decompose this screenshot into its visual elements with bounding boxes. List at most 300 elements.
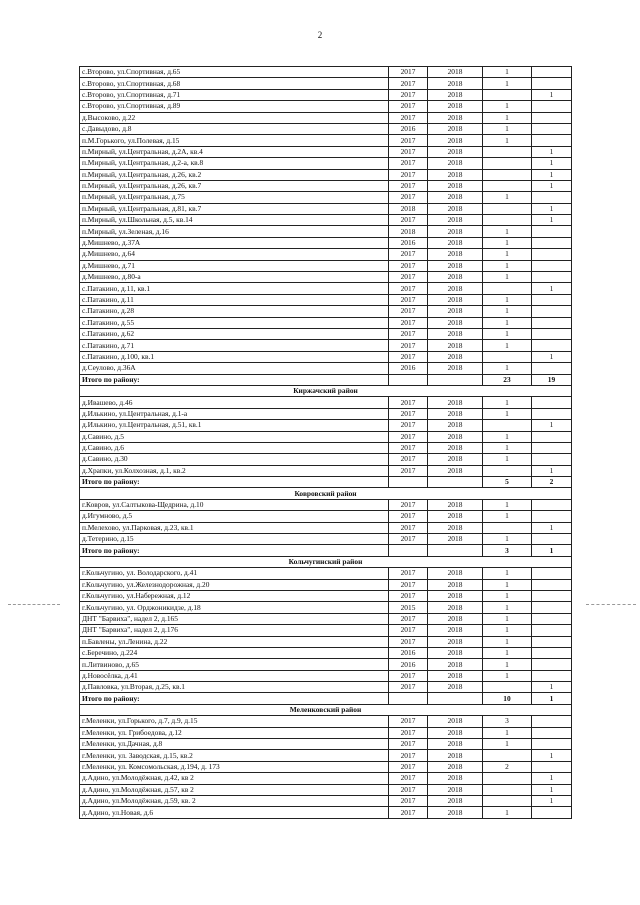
count-a-cell: 1 (483, 237, 532, 248)
table-row (80, 431, 572, 442)
address-cell: д.Адино, ул.Новая, д.6 (80, 807, 389, 818)
count-a-cell: 3 (483, 716, 532, 727)
address-cell: д.Илькино, ул.Центральная, д.51, кв.1 (80, 420, 389, 431)
table-row (80, 568, 572, 579)
year-from-cell: 2017 (389, 761, 428, 772)
year-from-cell: 2017 (389, 534, 428, 545)
count-a-cell: 1 (483, 659, 532, 670)
count-b-cell (532, 249, 572, 260)
year-to-cell: 2018 (428, 67, 483, 78)
address-cell: п.Мирный, ул.Центральная, д.75 (80, 192, 389, 203)
district-name: Меленковский район (80, 704, 572, 715)
count-a-cell (483, 180, 532, 191)
table-row (80, 727, 572, 738)
year-to-cell: 2018 (428, 215, 483, 226)
table-row (80, 682, 572, 693)
count-a-cell: 1 (483, 340, 532, 351)
address-cell: д.Савино, д.30 (80, 454, 389, 465)
year-to-cell: 2018 (428, 442, 483, 453)
count-a-cell (483, 420, 532, 431)
table-row (80, 659, 572, 670)
year-to-cell: 2018 (428, 625, 483, 636)
table-row (80, 773, 572, 784)
year-to-cell: 2018 (428, 397, 483, 408)
address-cell: д.Мишнево, д.37А (80, 237, 389, 248)
count-b-cell (532, 807, 572, 818)
year-to-cell: 2018 (428, 135, 483, 146)
year-to-cell: 2018 (428, 180, 483, 191)
count-a-cell: 1 (483, 454, 532, 465)
count-a-cell (483, 146, 532, 157)
address-cell: с.Патакино, д.11, кв.1 (80, 283, 389, 294)
year-to-cell: 2018 (428, 613, 483, 624)
address-cell: п.М.Горького, ул.Полевая, д.15 (80, 135, 389, 146)
year-to-cell: 2018 (428, 351, 483, 362)
total-count-b: 2 (532, 477, 572, 488)
count-a-cell: 1 (483, 499, 532, 510)
year-from-cell: 2017 (389, 192, 428, 203)
year-to-cell: 2018 (428, 773, 483, 784)
year-from-cell: 2017 (389, 750, 428, 761)
address-cell: п.Мирный, ул.Центральная, д.26, кв.7 (80, 180, 389, 191)
table-row (80, 340, 572, 351)
table-row (80, 522, 572, 533)
table-row (80, 89, 572, 100)
total-label: Итого по району: (80, 693, 389, 704)
count-b-cell (532, 317, 572, 328)
year-to-cell: 2018 (428, 534, 483, 545)
year-to-cell: 2018 (428, 328, 483, 339)
count-a-cell: 2 (483, 761, 532, 772)
count-a-cell: 1 (483, 328, 532, 339)
table-row (80, 306, 572, 317)
empty-cell (428, 374, 483, 385)
table-row (80, 146, 572, 157)
address-cell: с.Беречино, д.224 (80, 647, 389, 658)
total-count-a: 10 (483, 693, 532, 704)
address-cell: г.Кольчугино, ул.Железнодорожная, д.20 (80, 579, 389, 590)
total-count-a: 5 (483, 477, 532, 488)
count-b-cell (532, 716, 572, 727)
count-b-cell (532, 101, 572, 112)
address-cell: г.Меленки, ул. Грибоедова, д.12 (80, 727, 389, 738)
year-to-cell: 2018 (428, 590, 483, 601)
year-from-cell: 2017 (389, 568, 428, 579)
table-row (80, 283, 572, 294)
count-b-cell (532, 328, 572, 339)
district-header-row (80, 556, 572, 567)
count-a-cell (483, 784, 532, 795)
district-total-row (80, 477, 572, 488)
count-b-cell (532, 670, 572, 681)
year-to-cell: 2018 (428, 636, 483, 647)
table-row (80, 158, 572, 169)
empty-cell (428, 545, 483, 556)
year-from-cell: 2016 (389, 363, 428, 374)
count-b-cell (532, 135, 572, 146)
table-row (80, 807, 572, 818)
empty-cell (389, 693, 428, 704)
table-row (80, 78, 572, 89)
address-cell: с.Патакино, д.71 (80, 340, 389, 351)
year-from-cell: 2016 (389, 123, 428, 134)
total-label: Итого по району: (80, 545, 389, 556)
table-row (80, 123, 572, 134)
table-row (80, 761, 572, 772)
count-a-cell: 1 (483, 260, 532, 271)
address-cell: г.Кольчугино, ул. Володарского, д.41 (80, 568, 389, 579)
year-to-cell: 2018 (428, 602, 483, 613)
year-to-cell: 2018 (428, 579, 483, 590)
table-row (80, 272, 572, 283)
year-from-cell: 2017 (389, 135, 428, 146)
address-cell: п.Мелехово, ул.Парковая, д.23, кв.1 (80, 522, 389, 533)
year-to-cell: 2018 (428, 499, 483, 510)
address-cell: с.Второво, ул.Спортивная, д.65 (80, 67, 389, 78)
table-row (80, 203, 572, 214)
empty-cell (428, 477, 483, 488)
year-to-cell: 2018 (428, 465, 483, 476)
year-from-cell: 2017 (389, 158, 428, 169)
count-b-cell (532, 727, 572, 738)
table-row (80, 784, 572, 795)
district-header-row (80, 385, 572, 396)
address-cell: г.Меленки, ул.Горького, д.7, д.9, д.15 (80, 716, 389, 727)
count-a-cell (483, 169, 532, 180)
year-to-cell: 2018 (428, 420, 483, 431)
district-name: Кольчугинский район (80, 556, 572, 567)
address-cell: ДНТ "Барвиха", надел 2, д.165 (80, 613, 389, 624)
table-row (80, 670, 572, 681)
count-a-cell: 1 (483, 249, 532, 260)
table-row (80, 397, 572, 408)
count-a-cell: 1 (483, 431, 532, 442)
year-from-cell: 2017 (389, 89, 428, 100)
count-b-cell (532, 761, 572, 772)
year-to-cell: 2018 (428, 112, 483, 123)
district-header-row (80, 704, 572, 715)
table-row (80, 112, 572, 123)
year-to-cell: 2018 (428, 716, 483, 727)
address-cell: п.Мирный, ул.Центральная, д.81, кв.7 (80, 203, 389, 214)
year-from-cell: 2017 (389, 112, 428, 123)
table-row (80, 260, 572, 271)
year-to-cell: 2018 (428, 454, 483, 465)
year-from-cell: 2017 (389, 807, 428, 818)
table-row (80, 511, 572, 522)
count-b-cell (532, 397, 572, 408)
count-a-cell: 1 (483, 78, 532, 89)
year-to-cell: 2018 (428, 522, 483, 533)
address-cell: п.Мирный, ул.Центральная, д.2-а, кв.8 (80, 158, 389, 169)
year-from-cell: 2017 (389, 784, 428, 795)
table-row (80, 613, 572, 624)
count-b-cell (532, 340, 572, 351)
year-from-cell: 2017 (389, 454, 428, 465)
address-cell: п.Литвиново, д.65 (80, 659, 389, 670)
count-b-cell (532, 636, 572, 647)
year-from-cell: 2017 (389, 272, 428, 283)
year-to-cell: 2018 (428, 408, 483, 419)
count-b-cell (532, 647, 572, 658)
year-to-cell: 2018 (428, 306, 483, 317)
year-to-cell: 2018 (428, 169, 483, 180)
year-to-cell: 2018 (428, 568, 483, 579)
address-cell: д.Храпки, ул.Колхозная, д.1, кв.2 (80, 465, 389, 476)
table-row (80, 750, 572, 761)
address-cell: д.Адино, ул.Молодёжная, д.59, кв. 2 (80, 796, 389, 807)
count-b-cell: 1 (532, 180, 572, 191)
count-b-cell (532, 499, 572, 510)
year-to-cell: 2018 (428, 294, 483, 305)
count-a-cell: 1 (483, 590, 532, 601)
count-b-cell (532, 431, 572, 442)
count-b-cell (532, 237, 572, 248)
address-cell: д.Новосёлка, д.41 (80, 670, 389, 681)
count-a-cell: 1 (483, 123, 532, 134)
count-a-cell: 1 (483, 135, 532, 146)
count-b-cell (532, 192, 572, 203)
count-b-cell (532, 272, 572, 283)
year-to-cell: 2018 (428, 89, 483, 100)
district-total-row (80, 374, 572, 385)
year-from-cell: 2017 (389, 670, 428, 681)
year-to-cell: 2018 (428, 761, 483, 772)
year-from-cell: 2017 (389, 101, 428, 112)
count-b-cell (532, 363, 572, 374)
count-a-cell (483, 465, 532, 476)
count-a-cell (483, 158, 532, 169)
year-from-cell: 2015 (389, 602, 428, 613)
table-row (80, 625, 572, 636)
year-to-cell: 2018 (428, 272, 483, 283)
table-row (80, 328, 572, 339)
count-a-cell (483, 796, 532, 807)
count-b-cell (532, 67, 572, 78)
district-header-row (80, 488, 572, 499)
year-to-cell: 2018 (428, 146, 483, 157)
count-a-cell: 1 (483, 272, 532, 283)
count-b-cell (532, 602, 572, 613)
address-cell: д.Высоково, д.22 (80, 112, 389, 123)
year-to-cell: 2018 (428, 363, 483, 374)
year-from-cell: 2017 (389, 294, 428, 305)
address-cell: г.Меленки, ул. Заводская, д.15, кв.2 (80, 750, 389, 761)
year-from-cell: 2017 (389, 78, 428, 89)
count-a-cell (483, 773, 532, 784)
address-cell: с.Патакино, д.100, кв.1 (80, 351, 389, 362)
address-cell: п.Мирный, ул.Центральная, д.26, кв.2 (80, 169, 389, 180)
empty-cell (389, 545, 428, 556)
count-a-cell: 1 (483, 101, 532, 112)
total-count-b: 19 (532, 374, 572, 385)
year-from-cell: 2017 (389, 716, 428, 727)
housing-register-table (79, 66, 572, 819)
year-to-cell: 2018 (428, 796, 483, 807)
count-b-cell (532, 306, 572, 317)
table-row (80, 363, 572, 374)
year-to-cell: 2018 (428, 192, 483, 203)
count-a-cell: 1 (483, 534, 532, 545)
year-from-cell: 2017 (389, 682, 428, 693)
year-to-cell: 2018 (428, 283, 483, 294)
count-a-cell: 1 (483, 408, 532, 419)
address-cell: д.Адино, ул.Молодёжная, д.42, кв 2 (80, 773, 389, 784)
table-row (80, 101, 572, 112)
year-to-cell: 2018 (428, 340, 483, 351)
table-row (80, 647, 572, 658)
year-from-cell: 2017 (389, 260, 428, 271)
year-from-cell: 2017 (389, 727, 428, 738)
table-row (80, 180, 572, 191)
table-row (80, 636, 572, 647)
count-b-cell: 1 (532, 420, 572, 431)
count-a-cell: 1 (483, 739, 532, 750)
year-to-cell: 2018 (428, 807, 483, 818)
year-from-cell: 2017 (389, 67, 428, 78)
table-body (80, 67, 572, 819)
year-from-cell: 2017 (389, 317, 428, 328)
table-row (80, 408, 572, 419)
table-row (80, 602, 572, 613)
table-row (80, 420, 572, 431)
count-b-cell (532, 294, 572, 305)
year-from-cell: 2017 (389, 397, 428, 408)
address-cell: г.Ковров, ул.Салтыкова-Щедрина, д.10 (80, 499, 389, 510)
count-a-cell: 1 (483, 727, 532, 738)
count-a-cell (483, 89, 532, 100)
year-from-cell: 2017 (389, 351, 428, 362)
year-to-cell: 2018 (428, 511, 483, 522)
count-b-cell (532, 659, 572, 670)
year-to-cell: 2018 (428, 317, 483, 328)
table-row (80, 192, 572, 203)
count-a-cell: 1 (483, 67, 532, 78)
address-cell: д.Ивашево, д.46 (80, 397, 389, 408)
table-row (80, 442, 572, 453)
address-cell: г.Кольчугино, ул.Набережная, д.12 (80, 590, 389, 601)
district-total-row (80, 693, 572, 704)
count-b-cell (532, 78, 572, 89)
address-cell: с.Второво, ул.Спортивная, д.68 (80, 78, 389, 89)
count-b-cell (532, 454, 572, 465)
count-b-cell: 1 (532, 796, 572, 807)
table-row (80, 249, 572, 260)
year-to-cell: 2018 (428, 101, 483, 112)
year-from-cell: 2017 (389, 408, 428, 419)
table-row (80, 454, 572, 465)
count-a-cell: 1 (483, 613, 532, 624)
year-to-cell: 2018 (428, 226, 483, 237)
year-to-cell: 2018 (428, 647, 483, 658)
year-from-cell: 2018 (389, 203, 428, 214)
year-from-cell: 2017 (389, 796, 428, 807)
year-from-cell: 2017 (389, 420, 428, 431)
table-row (80, 739, 572, 750)
count-a-cell: 1 (483, 511, 532, 522)
count-b-cell (532, 226, 572, 237)
total-count-b: 1 (532, 545, 572, 556)
address-cell: с.Давыдово, д.8 (80, 123, 389, 134)
address-cell: с.Патакино, д.28 (80, 306, 389, 317)
count-b-cell: 1 (532, 169, 572, 180)
count-a-cell: 1 (483, 647, 532, 658)
count-a-cell: 1 (483, 670, 532, 681)
count-a-cell: 1 (483, 317, 532, 328)
table-row (80, 294, 572, 305)
year-to-cell: 2018 (428, 727, 483, 738)
count-b-cell: 1 (532, 465, 572, 476)
year-from-cell: 2017 (389, 579, 428, 590)
address-cell: д.Савино, д.5 (80, 431, 389, 442)
count-a-cell: 1 (483, 568, 532, 579)
count-b-cell (532, 568, 572, 579)
count-b-cell: 1 (532, 283, 572, 294)
table-row (80, 237, 572, 248)
count-a-cell (483, 750, 532, 761)
address-cell: с.Второво, ул.Спортивная, д.71 (80, 89, 389, 100)
count-b-cell: 1 (532, 158, 572, 169)
year-from-cell: 2017 (389, 215, 428, 226)
year-from-cell: 2017 (389, 169, 428, 180)
count-b-cell (532, 442, 572, 453)
year-to-cell: 2018 (428, 249, 483, 260)
address-cell: ДНТ "Барвиха", надел 2, д.176 (80, 625, 389, 636)
count-b-cell: 1 (532, 351, 572, 362)
year-from-cell: 2017 (389, 328, 428, 339)
total-count-a: 23 (483, 374, 532, 385)
year-from-cell: 2017 (389, 522, 428, 533)
count-b-cell (532, 112, 572, 123)
address-cell: с.Патакино, д.11 (80, 294, 389, 305)
year-to-cell: 2018 (428, 158, 483, 169)
table-row (80, 135, 572, 146)
address-cell: п.Мирный, ул.Школьная, д.5, кв.14 (80, 215, 389, 226)
year-from-cell: 2017 (389, 249, 428, 260)
address-cell: г.Кольчугино, ул. Орджоникидзе, д.18 (80, 602, 389, 613)
count-a-cell: 1 (483, 294, 532, 305)
table-row (80, 215, 572, 226)
left-margin-mark (8, 604, 60, 605)
year-from-cell: 2017 (389, 499, 428, 510)
year-to-cell: 2018 (428, 123, 483, 134)
count-b-cell (532, 579, 572, 590)
year-from-cell: 2017 (389, 283, 428, 294)
address-cell: д.Мишнево, д.80-а (80, 272, 389, 283)
total-label: Итого по району: (80, 477, 389, 488)
address-cell: д.Тетерино, д.15 (80, 534, 389, 545)
address-cell: д.Савино, д.6 (80, 442, 389, 453)
count-a-cell: 1 (483, 807, 532, 818)
table-row (80, 317, 572, 328)
year-to-cell: 2018 (428, 739, 483, 750)
district-name: Киржачский район (80, 385, 572, 396)
count-a-cell (483, 283, 532, 294)
count-b-cell: 1 (532, 215, 572, 226)
district-name: Ковровский район (80, 488, 572, 499)
right-margin-mark (586, 604, 636, 605)
address-cell: п.Мирный, ул.Центральная, д.2А, кв.4 (80, 146, 389, 157)
year-to-cell: 2018 (428, 784, 483, 795)
count-a-cell: 1 (483, 192, 532, 203)
year-from-cell: 2017 (389, 613, 428, 624)
count-a-cell: 1 (483, 602, 532, 613)
year-from-cell: 2017 (389, 773, 428, 784)
year-from-cell: 2018 (389, 226, 428, 237)
count-a-cell: 1 (483, 112, 532, 123)
count-b-cell: 1 (532, 203, 572, 214)
table-row (80, 796, 572, 807)
